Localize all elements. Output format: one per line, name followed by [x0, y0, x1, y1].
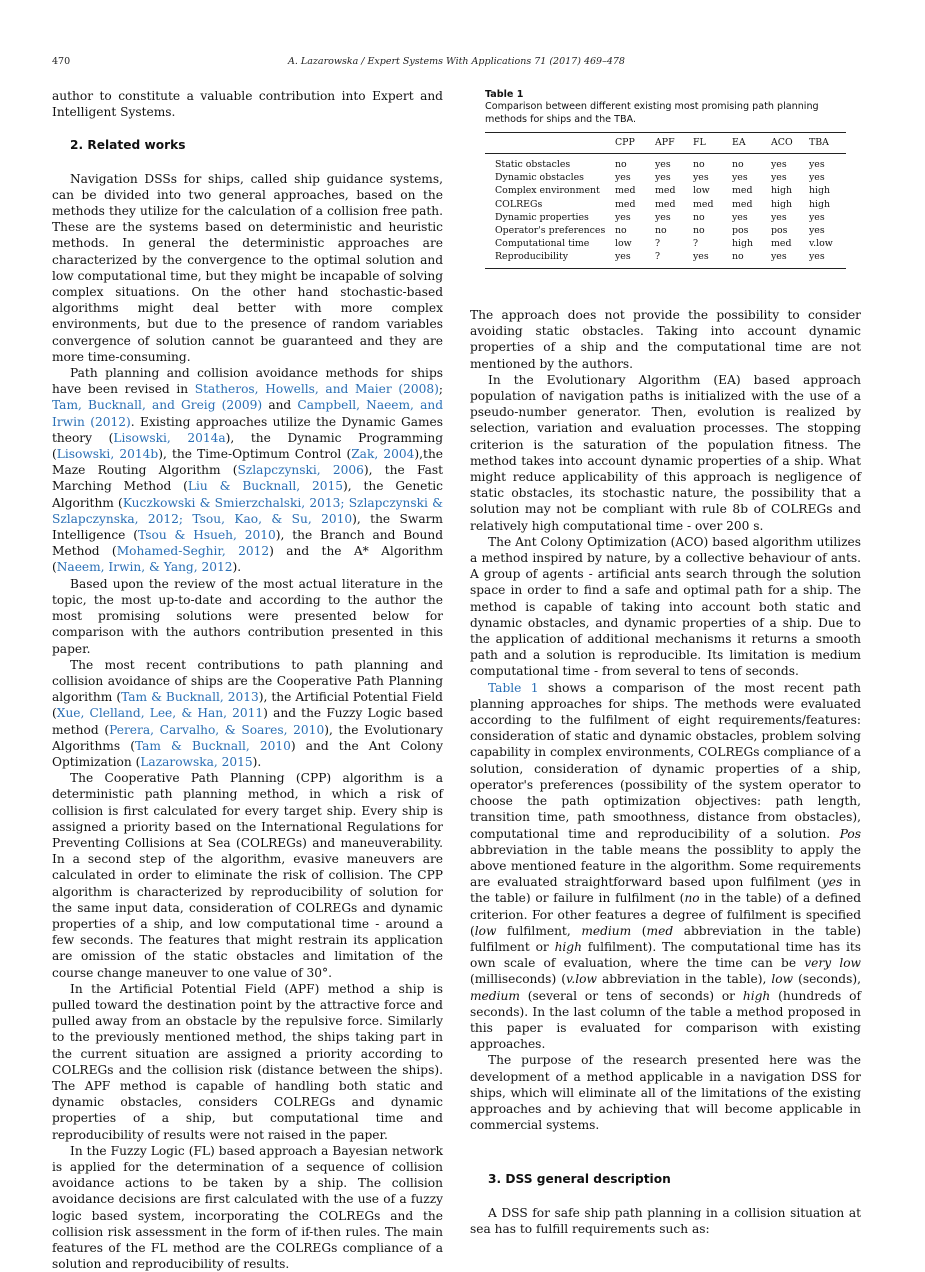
citation-link[interactable]: Tam & Bucknall, 2010	[134, 738, 291, 753]
table-cell: high	[732, 238, 754, 250]
table-cell: no	[615, 159, 627, 170]
table-header-row	[485, 133, 846, 154]
citation-link[interactable]: Xue, Clelland, Lee, & Han, 2011	[56, 706, 264, 721]
table-row	[485, 154, 846, 172]
table-cell: no	[615, 225, 627, 237]
table-cell: high	[809, 185, 831, 197]
table-cell: yes	[615, 211, 631, 223]
citation-link[interactable]: Mohamed-Seghir, 2012	[116, 544, 270, 559]
citation-link[interactable]: Lisowski, 2014a	[113, 430, 226, 445]
paragraph: The Cooperative Path Planning (CPP) algorithm is a deterministic path planning method, in which a risk of collision is first calculated for every target ship. Every ship is assigned a priority based on the International Regulations for Preventing Collisions at Sea (COLREGs) and maneuverability. In a second step of the algorithm, evasive maneuvers are calculated in order to eliminate the risk of collision. The CPP algorithm is characterized by reproducibility of solution for the same input data, consideration of COLREGs and dynamic properties of a ship, and low computational time - around a few seconds. The features that might restrain its application are omission of the static obstacles and limitation of the course change maneuver to one value of 30°.	[52, 771, 443, 980]
table-cell: no	[693, 225, 705, 237]
table-cell: no	[732, 251, 744, 263]
table-cell: yes	[809, 225, 825, 237]
table-1	[485, 88, 846, 269]
header-cell: EA	[732, 137, 746, 148]
table-cell: yes	[732, 211, 748, 223]
paragraph: Table 1 shows a comparison of the most recent path planning approaches for ships. The methods were evaluated according to the fulfilment of eight requirements/features: consideration of static and dynamic obstacles, problem solving capability in complex environments, COLREGs compliance of a solution, consideration of dynamic properties of a ship, operator's preferences (possibility of the system operator to choose the path optimization objectives: path length, transition time, path smoothness, distance from obstacles), computational time and reproducibility of a solution. Pos abbreviation in the table means the possiblity to apply the above mentioned feature in the algorithm. Some requirements are evaluated straightforward based upon fulfilment (yes in the table) or failure in fulfilment (no in the table) of a defined criterion. For other features a degree of fulfilment is specified (low fulfilment, medium (med abbreviation in the table) fulfilment or high fulfilment). The computational time has its own scale of evaluation, where the time can be very low (milliseconds) (v.low abbreviation in the table), low (seconds), medium (several or tens of seconds) or high (hundreds of seconds). In the last column of the table a method proposed in this paper is evaluated for comparison with existing approaches.	[470, 680, 862, 1052]
paragraph: The approach does not provide the possibility to consider avoiding static obstacles. Taking into account dynamic properties of a ship and the computational time are not mentioned by the authors.	[470, 308, 861, 371]
table-cell: med	[771, 238, 792, 250]
left-column	[52, 88, 443, 1272]
table-cell: yes	[809, 172, 825, 184]
table-cell: pos	[732, 225, 749, 237]
table-cell: med	[693, 198, 714, 210]
section-2-heading: 2. Related works	[70, 138, 186, 153]
table-row	[485, 224, 846, 237]
table-cell: med	[655, 185, 676, 197]
table-row	[485, 237, 846, 250]
table-cell: low	[615, 238, 632, 250]
table-1-link[interactable]: Table 1	[488, 680, 539, 695]
header-cell: TBA	[809, 137, 829, 148]
row-label: Computational time	[495, 238, 590, 250]
table-cell: yes	[771, 251, 787, 263]
table-cell: yes	[655, 159, 671, 170]
table-cell: yes	[771, 159, 787, 170]
table-cell: ?	[655, 238, 661, 250]
paragraph: In the Evolutionary Algorithm (EA) based approach population of navigation paths is initialized with the use of a pseudo-number generator. Then, evolution is realized by selection, variation and evaluation processes. The stopping criterion is the saturation of the population fitness. The method takes into account dynamic properties of a ship. What might reduce applicability of this approach is negligence of static obstacles, its stochastic nature, the possibility that a solution may not be compliant with rule 8b of COLREGs and relatively high computational time - over 200 s.	[470, 372, 861, 533]
table-row	[485, 198, 846, 211]
table-cell: yes	[771, 211, 787, 223]
table-cell: yes	[655, 172, 671, 184]
header-cell: ACO	[771, 137, 793, 148]
table-caption: Comparison between different existing most promising path planning methods for ships and the TBA.	[485, 101, 819, 125]
comparison-table	[485, 132, 846, 269]
paragraph: The purpose of the research presented here was the development of a method applicable in a navigation DSS for ships, which will eliminate all of the limitations of the existing approaches and by achieving that will become applicable in commercial systems.	[470, 1053, 861, 1133]
citation-link[interactable]: Liu & Bucknall, 2015	[187, 479, 344, 494]
page-header	[52, 56, 861, 70]
citation-link[interactable]: Tam, Bucknall, and Greig (2009)	[52, 398, 263, 413]
intro-tail: author to constitute a valuable contribution into Expert and Intelligent Systems.	[52, 89, 443, 120]
table-cell: no	[693, 159, 705, 170]
table-cell: no	[693, 211, 705, 223]
table-cell: yes	[693, 251, 709, 263]
table-cell: yes	[809, 251, 825, 263]
paragraph: The most recent contributions to path planning and collision avoidance of ships are the Cooperative Path Planning algorithm (Tam & Bucknall, 2013), the Artificial Potential Field (Xue, Clelland, Lee, & Han, 2011) and the Fuzzy Logic based method (Perera, Carvalho, & Soares, 2010), the Evolutionary Algorithms (Tam & Bucknall, 2010) and the Ant Colony Optimization (Lazarowska, 2015).	[52, 657, 444, 769]
table-cell: ?	[655, 251, 661, 263]
table-cell: v.low	[809, 238, 833, 250]
table-cell: yes	[809, 211, 825, 223]
citation-link[interactable]: Szlapczynski, 2006	[237, 463, 364, 478]
paragraph: The Ant Colony Optimization (ACO) based algorithm utilizes a method inspired by nature, by a collective behaviour of ants. A group of agents - artificial ants search through the solution space in order to find a safe and optimal path for a ship. The method is capable of taking into account both static and dynamic obstacles, and dynamic properties of a ship. Due to the application of additional mechanisms it returns a smooth path and a solution is reproducible. Its limitation is medium computational time - from several to tens of seconds.	[470, 534, 861, 679]
table-cell: med	[655, 198, 676, 210]
citation-link[interactable]: Campbell, Naeem, and Irwin (2012)	[52, 398, 443, 429]
table-cell: yes	[615, 251, 631, 263]
citation-link[interactable]: Perera, Carvalho, & Soares, 2010	[109, 722, 325, 737]
table-cell: no	[655, 225, 667, 237]
citation-link[interactable]: Tsou & Hsueh, 2010	[137, 528, 276, 543]
table-cell: med	[615, 185, 636, 197]
row-label: Operator's preferences	[495, 225, 606, 237]
running-title: A. Lazarowska / Expert Systems With Applications 71 (2017) 469–478	[288, 56, 625, 67]
paragraph: Navigation DSSs for ships, called ship guidance systems, can be divided into two general approaches, based on the methods they utilize for the calculation of a collision free path. These are the systems based on deterministic and heuristic methods. In general the deterministic approaches are characterized by the convergence to the optimal solution and low computational time, but they might be incapable of solving complex situations. On the other hand stochastic-based algorithms might deal better with more complex environments, but due to the presence of random variables convergence of solution cannot be guaranteed and they are more time-consuming.	[52, 171, 443, 364]
table-cell: high	[809, 198, 831, 210]
citation-link[interactable]: Lazarowska, 2015	[140, 754, 253, 769]
paragraph: Path planning and collision avoidance methods for ships have been revised in Statheros, Howells, and Maier (2008); Tam, Bucknall, and Greig (2009) and Campbell, Naeem, and Irwin (2012). Existing approaches utilize the Dynamic Games theory (Lisowski, 2014a), the Dynamic Programming (Lisowski, 2014b), the Time-Optimum Control (Zak, 2004),the Maze Routing Algorithm (Szlapczynski, 2006), the Fast Marching Method (Liu & Bucknall, 2015), the Genetic Algorithm (Kuczkowski & Smierzchalski, 2013; Szlapczynski & Szlapczynska, 2012; Tsou, Kao, & Su, 2010), the Swarm Intelligence (Tsou & Hsueh, 2010), the Branch and Bound Method (Mohamed-Seghir, 2012) and the A* Algorithm (Naeem, Irwin, & Yang, 2012).	[52, 366, 444, 575]
table-cell: low	[693, 185, 710, 197]
table-row	[485, 250, 846, 268]
table-cell: yes	[615, 172, 631, 184]
header-cell	[485, 133, 615, 154]
table-cell: med	[615, 198, 636, 210]
table-cell: ?	[693, 238, 699, 250]
right-column	[470, 307, 861, 1237]
row-label: Dynamic properties	[495, 211, 589, 223]
row-label: Reproducibility	[495, 251, 569, 263]
table-cell: yes	[655, 211, 671, 223]
table-cell: high	[771, 198, 793, 210]
citation-link[interactable]: Naeem, Irwin, & Yang, 2012	[56, 560, 233, 575]
table-label: Table 1	[485, 89, 524, 100]
table-cell: yes	[693, 172, 709, 184]
row-label: COLREGs	[495, 198, 543, 210]
citation-link[interactable]: Lisowski, 2014b	[56, 447, 159, 462]
header-cell: FL	[693, 137, 706, 148]
paragraph: A DSS for safe ship path planning in a collision situation at sea has to fulfill requirements such as:	[470, 1205, 861, 1236]
citation-link[interactable]: Statheros, Howells, and Maier (2008)	[194, 382, 439, 397]
row-label: Complex environment	[495, 185, 600, 197]
page-number: 470	[52, 56, 71, 67]
paragraph: In the Artificial Potential Field (APF) method a ship is pulled toward the destination point by the attractive force and pulled away from an obstacle by the repulsive force. Similarly to the previously mentioned method, the ships taking part in the current situation are assigned a priority according to COLREGs and the collision risk (distance between the ships). The APF method is capable of handling both static and dynamic obstacles, considers COLREGs and dynamic properties of a ship, but computational time and reproducibility of results were not raised in the paper.	[52, 981, 443, 1142]
table-cell: med	[732, 198, 753, 210]
row-label: Dynamic obstacles	[495, 172, 584, 184]
citation-link[interactable]: Zak, 2004	[351, 447, 415, 462]
table-row	[485, 171, 846, 184]
table-cell: no	[732, 159, 744, 170]
header-cell: APF	[655, 137, 675, 148]
paragraph: In the Fuzzy Logic (FL) based approach a Bayesian network is applied for the determination of a sequence of collision avoidance actions to be taken by a ship. The collision avoidance decisions are first calculated with the use of a fuzzy logic based system, incorporating the COLREGs and the collision risk assessment in the form of if-then rules. The main features of the FL method are the COLREGs compliance of a solution and reproducibility of results.	[52, 1143, 443, 1272]
table-cell: yes	[732, 172, 748, 184]
table-cell: yes	[771, 172, 787, 184]
table-cell: pos	[771, 225, 788, 237]
row-label: Static obstacles	[495, 159, 571, 170]
table-cell: yes	[809, 159, 825, 170]
citation-link[interactable]: Kuczkowski & Smierzchalski, 2013; Szlapczynski & Szlapczynska, 2012; Tsou, Kao, & Su, 2010	[52, 495, 443, 526]
table-cell: med	[732, 185, 753, 197]
table-cell: high	[771, 185, 793, 197]
section-3-heading: 3. DSS general description	[488, 1172, 671, 1187]
citation-link[interactable]: Tam & Bucknall, 2013	[121, 690, 259, 705]
table-row	[485, 211, 846, 224]
paragraph: Based upon the review of the most actual literature in the topic, the most up-to-date and according to the author the most promising solutions were presented below for comparison with the authors contribution presented in this paper.	[52, 576, 443, 656]
header-cell: CPP	[615, 137, 635, 148]
table-row	[485, 184, 846, 197]
